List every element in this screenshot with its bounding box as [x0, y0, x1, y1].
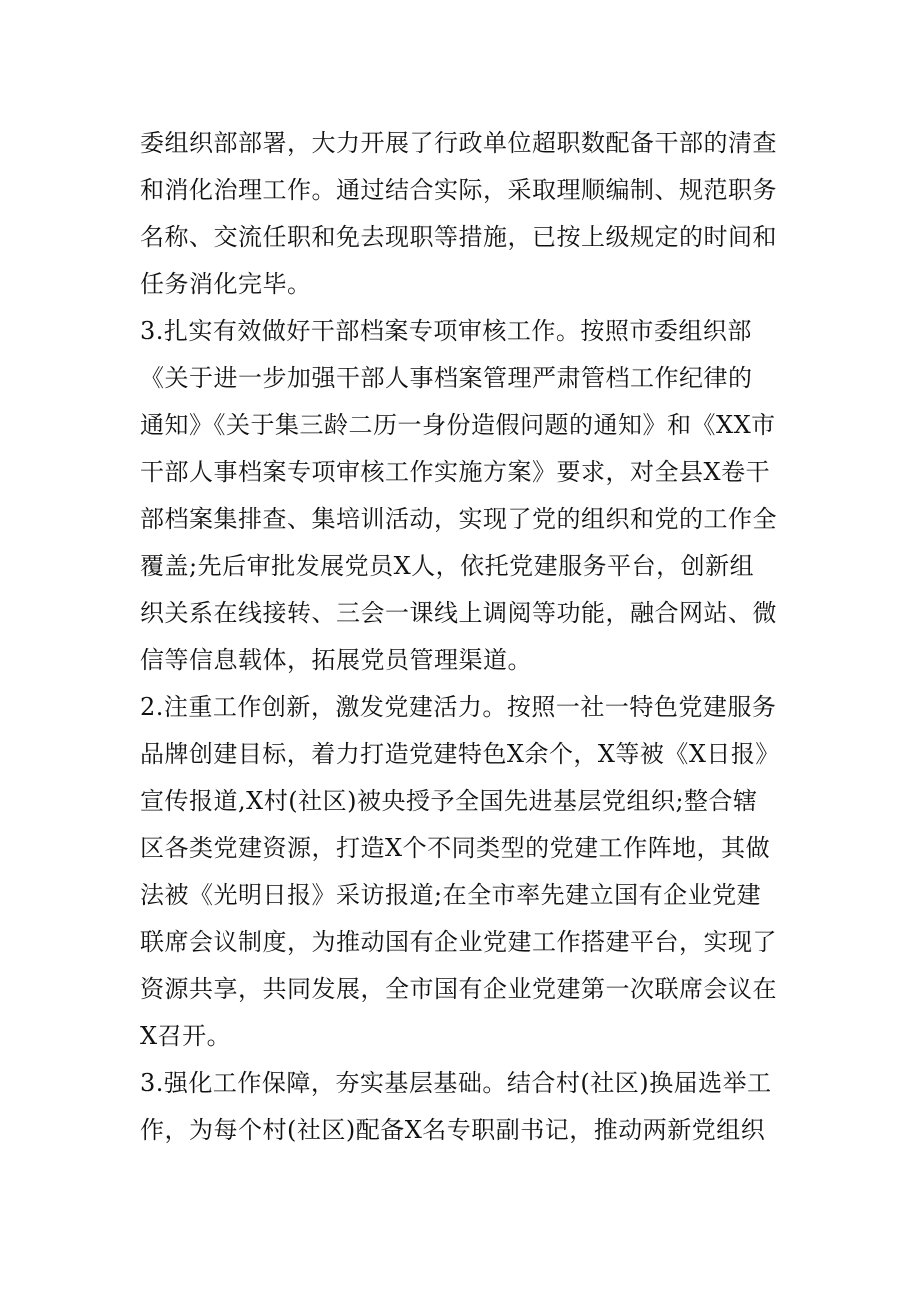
- text-line: 品牌创建目标，着力打造党建特色X余个，X等被《X日报》: [140, 740, 780, 768]
- text-line: 宣传报道,X村(社区)被央授予全国先进基层党组织;整合辖: [140, 787, 758, 815]
- text-line: 名称、交流任职和免去现职等措施，已按上级规定的时间和: [140, 223, 777, 251]
- text-line: 干部人事档案专项审核工作实施方案》要求，对全县X卷干: [140, 458, 771, 486]
- text-line: 覆盖;先后审批发展党员X人，依托党建服务平台，创新组: [140, 552, 755, 580]
- text-line: 通知》《关于集三龄二历一身份造假问题的通知》和《XX市: [140, 411, 776, 439]
- text-line: 《关于进一步加强干部人事档案管理严肃管档工作纪律的: [140, 364, 753, 392]
- text-line: 法被《光明日报》采访报道;在全市率先建立国有企业党建: [140, 881, 762, 909]
- text-line: 委组织部部署，大力开展了行政单位超职数配备干部的清查: [140, 129, 777, 157]
- text-line: 3.扎实有效做好干部档案专项审核工作。按照市委组织部: [140, 317, 752, 345]
- text-line: 2.注重工作创新，激发党建活力。按照一社一特色党建服务: [140, 693, 777, 721]
- text-line: 任务消化完毕。: [140, 270, 312, 298]
- text-line: 3.强化工作保障，夯实基层基础。结合村(社区)换届选举工: [140, 1069, 772, 1097]
- text-line: 信等信息载体，拓展党员管理渠道。: [140, 646, 532, 674]
- text-line: 部档案集排查、集培训活动，实现了党的组织和党的工作全: [140, 505, 777, 533]
- text-line: 联席会议制度，为推动国有企业党建工作搭建平台，实现了: [140, 928, 777, 956]
- text-line: 织关系在线接转、三会一课线上调阅等功能，融合网站、微: [140, 599, 777, 627]
- text-line: 资源共享，共同发展，全市国有企业党建第一次联席会议在: [140, 975, 777, 1003]
- text-line: 作，为每个村(社区)配备X名专职副书记，推动两新党组织: [140, 1116, 766, 1144]
- text-line: X召开。: [140, 1022, 232, 1050]
- text-line: 和消化治理工作。通过结合实际，采取理顺编制、规范职务: [140, 176, 777, 204]
- document-body: [140, 120, 780, 1154]
- text-line: 区各类党建资源，打造X个不同类型的党建工作阵地，其做: [140, 834, 771, 862]
